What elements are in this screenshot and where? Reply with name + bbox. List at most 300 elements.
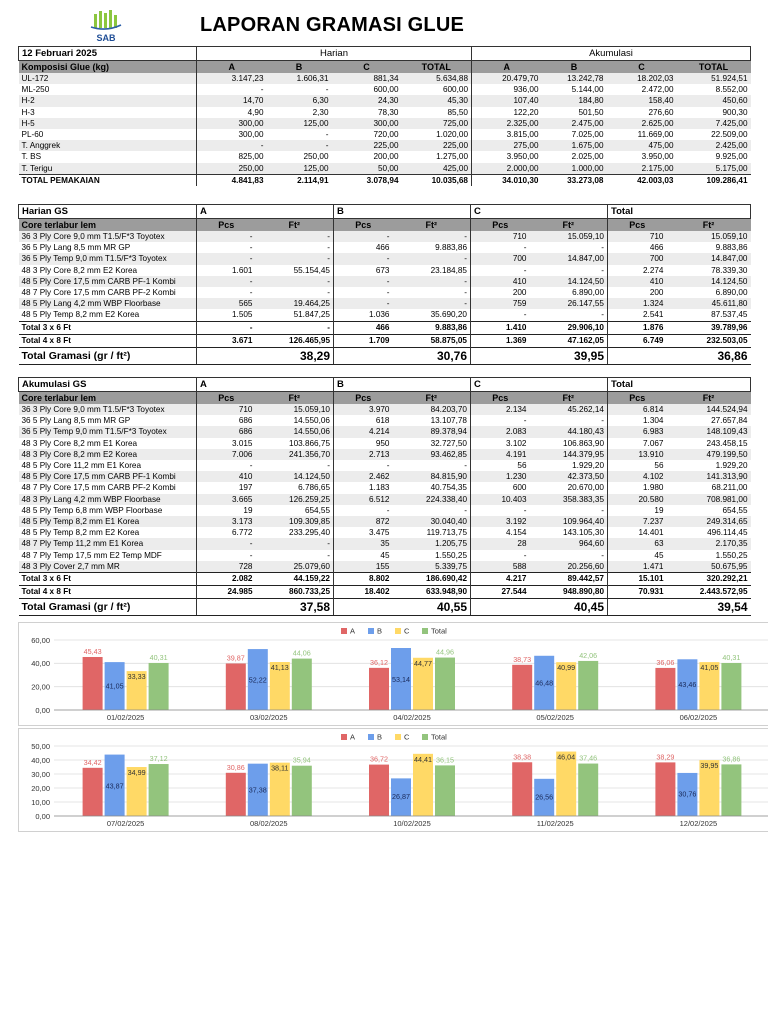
cell-value: 358.383,35 [530, 494, 608, 505]
cell-value: 6.749 [608, 334, 667, 347]
cell-value: 1.550,25 [715, 550, 748, 560]
legend-swatch [422, 628, 428, 634]
cell-value: 588 [471, 561, 530, 573]
data-label: 38,73 [513, 654, 532, 664]
cell-value: 47.162,05 [530, 334, 608, 347]
cell-value: 22.509,00 [711, 130, 748, 140]
cell-value: 496.114,45 [707, 528, 748, 538]
subtotal-row [19, 321, 751, 334]
y-tick-label: 20,00 [31, 783, 50, 793]
cell-value: 1.230 [471, 471, 530, 482]
cell-value: - [471, 265, 530, 276]
column-header: Pcs [197, 219, 256, 232]
column-header: Ft² [256, 392, 334, 405]
cell-value: 6.786,65 [298, 483, 330, 493]
bar-a [655, 668, 675, 710]
cell-value: 51.924,51 [677, 73, 751, 84]
cell-value: 56 [608, 460, 667, 471]
data-label: 40,31 [149, 652, 168, 662]
cell-value: 700 [471, 253, 530, 264]
x-tick-label: 05/02/2025 [536, 713, 574, 722]
cell-value: 249.314,65 [667, 516, 751, 527]
table-row [19, 287, 751, 298]
row-label: T. Anggrek [19, 140, 197, 151]
table-row [19, 253, 751, 264]
legend-label: B [377, 626, 383, 636]
cell-value: 13.910 [608, 449, 667, 460]
x-tick-label: 10/02/2025 [393, 819, 431, 828]
bar-total [721, 663, 741, 710]
cell-value: 20.670,00 [567, 483, 604, 493]
row-label: 36 3 Ply Core 9,0 mm T1.5/F*3 Toyotex [19, 231, 197, 242]
row-label: PL-60 [21, 130, 44, 140]
cell-value: 119.713,75 [426, 528, 467, 538]
column-header: Ft² [667, 219, 751, 232]
cell-value: 2.175,00 [607, 163, 677, 175]
cell-value: 9.925,00 [715, 152, 748, 162]
table-row [19, 298, 751, 309]
report-date: 12 Februari 2025 [19, 47, 197, 61]
cell-value: 13.242,78 [542, 73, 607, 84]
cell-value: 4.191 [471, 449, 530, 460]
cell-value: 39.789,96 [667, 321, 751, 334]
x-tick-label: 08/02/2025 [250, 819, 288, 828]
cell-value: 158,40 [607, 95, 677, 106]
total-value: 2.114,91 [267, 174, 332, 186]
cell-value: 42.373,50 [530, 471, 608, 482]
cell-value: 1.304 [608, 415, 667, 426]
legend-label: C [404, 626, 410, 636]
cell-value: - [464, 461, 467, 471]
cell-value: 3.192 [471, 516, 530, 527]
table-row [19, 438, 751, 449]
cell-value: 300,00 [197, 118, 267, 129]
cell-value: 24,30 [332, 95, 402, 106]
data-label: 33,33 [127, 672, 146, 682]
cell-value: 1.036 [334, 309, 393, 321]
cell-value: - [325, 130, 329, 140]
total-value: 34.010,30 [472, 174, 542, 186]
cell-value: 50.675,95 [667, 561, 751, 573]
cell-value: 2.625,00 [607, 118, 677, 129]
cell-value: - [197, 140, 267, 151]
cell-value: 633.948,90 [393, 586, 471, 599]
data-label: 39,87 [226, 653, 245, 663]
cell-value: 14.124,50 [256, 471, 334, 482]
cell-value: - [327, 288, 330, 298]
cell-value: - [256, 276, 334, 287]
column-header-core: Core terlabur lem [19, 392, 197, 405]
row-label: Total 3 x 6 Ft [19, 573, 197, 586]
cell-value: 6.814 [608, 404, 667, 415]
cell-value: 20.580 [608, 494, 667, 505]
legend-label: Total [431, 626, 447, 636]
gramasi-value-c: 39,95 [471, 347, 608, 364]
cell-value: 2.425,00 [677, 140, 751, 151]
cell-value: 6.772 [197, 527, 256, 538]
cell-value: - [334, 253, 393, 264]
table-row [19, 95, 751, 106]
gramasi-value-c: 40,45 [471, 599, 608, 616]
data-label: 26,56 [535, 792, 554, 802]
cell-value: 45.611,80 [667, 298, 751, 309]
column-header: Ft² [256, 219, 334, 232]
data-label: 44,06 [292, 648, 311, 658]
cell-value: 29.906,10 [530, 321, 608, 334]
cell-value: 56 [471, 460, 530, 471]
akumulasi-gs-table [18, 377, 751, 616]
cell-value: 50,00 [332, 163, 402, 175]
group-total: Total [608, 205, 751, 219]
cell-value: 51.847,25 [293, 310, 330, 320]
data-label: 36,86 [722, 754, 741, 764]
cell-value: 9.883,86 [715, 243, 748, 253]
group-c: C [471, 378, 608, 392]
cell-value: 654,55 [304, 505, 330, 515]
column-header-composition: Komposisi Glue (kg) [19, 61, 197, 74]
cell-value: 8.552,00 [715, 85, 748, 95]
page-title: LAPORAN GRAMASI GLUE [200, 14, 464, 36]
cell-value: 126.259,25 [256, 494, 334, 505]
cell-value: - [334, 460, 393, 471]
data-label: 52,22 [248, 675, 267, 685]
bar-a [83, 768, 103, 816]
cell-value: - [393, 231, 471, 242]
table-row [19, 460, 751, 471]
cell-value: 250,00 [197, 163, 267, 175]
table-row [19, 482, 751, 493]
cell-value: 6.890,00 [572, 288, 604, 298]
row-label: 36 5 Ply Lang 8,5 mm MR GP [21, 416, 131, 426]
cell-value: 2.462 [334, 471, 393, 482]
cell-value: 964,60 [530, 538, 608, 549]
column-header: Pcs [608, 392, 667, 405]
table-row [19, 516, 751, 527]
cell-value: 45.262,14 [530, 404, 608, 415]
bar-total [435, 765, 455, 816]
cell-value: 55.154,45 [293, 265, 330, 275]
row-label: 48 7 Ply Temp 17,5 mm E2 Temp MDF [21, 550, 162, 560]
bar-a [369, 765, 389, 816]
data-label: 38,38 [513, 752, 532, 762]
gramasi-value-a: 37,58 [197, 599, 334, 616]
cell-value: 32.727,50 [430, 438, 467, 448]
cell-value: - [256, 538, 334, 549]
cell-value: 125,00 [267, 163, 332, 175]
table-row [19, 538, 751, 549]
gramasi-bar-chart-2 [18, 728, 768, 832]
row-label: 48 5 Ply Temp 6,8 mm WBP Floorbase [21, 505, 163, 515]
cell-value: 3.147,23 [197, 73, 267, 84]
cell-value: 197 [197, 482, 256, 493]
column-header: A [472, 61, 542, 74]
cell-value: 1.410 [471, 321, 530, 334]
cell-value: 84.203,70 [393, 404, 471, 415]
cell-value: 2.443.572,95 [667, 586, 751, 599]
legend-label: A [350, 732, 356, 742]
cell-value: 45 [608, 550, 667, 561]
cell-value: 2.082 [197, 573, 256, 586]
table-row [19, 84, 751, 95]
cell-value: 479.199,50 [667, 449, 751, 460]
legend-swatch [368, 628, 374, 634]
cell-value: 89.378,94 [393, 426, 471, 437]
cell-value: 103.866,75 [289, 438, 330, 448]
cell-value: 44.159,22 [256, 573, 334, 586]
data-label: 42,06 [579, 650, 598, 660]
cell-value: 1.324 [608, 298, 667, 309]
data-label: 43,46 [678, 680, 697, 690]
column-header: TOTAL [677, 61, 751, 74]
total-value: 42.003,03 [607, 174, 677, 186]
data-label: 30,76 [678, 789, 697, 799]
cell-value: 14.124,50 [530, 276, 608, 287]
cell-value: 200 [471, 287, 530, 298]
legend-label: C [404, 732, 410, 742]
cell-value: 950 [334, 438, 393, 449]
y-tick-label: 0,00 [35, 705, 50, 715]
cell-value: 320.292,21 [667, 573, 751, 586]
data-label: 44,41 [414, 754, 432, 764]
gramasi-value-a: 38,29 [197, 347, 334, 364]
cell-value: - [471, 415, 530, 426]
cell-value: 1.369 [471, 334, 530, 347]
cell-value: - [471, 550, 530, 561]
bar-a [83, 657, 103, 710]
row-label: 48 3 Ply Core 8,2 mm E2 Korea [21, 265, 138, 275]
cell-value: - [197, 276, 256, 287]
total-value: 4.841,83 [197, 174, 267, 186]
cell-value: 225,00 [402, 140, 472, 151]
cell-value: 3.475 [334, 527, 393, 538]
table-row [19, 505, 751, 516]
cell-value: 2.541 [608, 309, 667, 321]
cell-value: 6.983 [608, 426, 667, 437]
row-label: T. BS [21, 152, 42, 162]
cell-value: 948.890,80 [530, 586, 608, 599]
y-tick-label: 30,00 [31, 769, 50, 779]
cell-value: 233.295,40 [289, 528, 330, 538]
company-logo [88, 10, 124, 44]
legend-label: B [377, 732, 383, 742]
gramasi-value-total: 36,86 [608, 347, 751, 364]
cell-value: - [325, 85, 329, 95]
cell-value: 300,00 [197, 129, 267, 140]
cell-value: 250,00 [303, 152, 329, 162]
cell-value: 1.675,00 [542, 140, 607, 151]
cell-value: 3.950,00 [472, 151, 542, 162]
y-tick-label: 20,00 [31, 682, 50, 692]
y-tick-label: 60,00 [31, 635, 50, 645]
group-a: A [197, 378, 334, 392]
table-row [19, 265, 751, 276]
cell-value: 19 [197, 505, 256, 516]
cell-value: 4,90 [197, 107, 267, 118]
cell-value: - [471, 505, 530, 516]
legend-swatch [395, 628, 401, 634]
table-row [19, 129, 751, 140]
row-label: 36 5 Ply Lang 8,5 mm MR GP [21, 243, 131, 253]
data-label: 39,95 [700, 761, 719, 771]
total-label: TOTAL PEMAKAIAN [19, 174, 197, 186]
cell-value: - [327, 243, 330, 253]
table-row [19, 527, 751, 538]
column-header: A [197, 61, 267, 74]
cell-value: - [601, 550, 604, 560]
cell-value: 1.020,00 [436, 130, 468, 140]
cell-value: 466 [334, 242, 393, 253]
cell-value: - [334, 276, 393, 287]
data-label: 36,72 [370, 754, 388, 764]
total-gramasi-label: Total Gramasi (gr / ft²) [19, 347, 197, 364]
row-label: 36 3 Ply Core 9,0 mm T1.5/F*3 Toyotex [19, 404, 197, 415]
total-value: 33.273,08 [542, 174, 607, 186]
table-row [19, 494, 751, 505]
cell-value: 7.006 [197, 449, 256, 460]
row-label: 48 3 Ply Lang 4,2 mm WBP Floorbase [19, 494, 197, 505]
legend-swatch [395, 734, 401, 740]
cell-value: 45 [334, 550, 393, 561]
x-tick-label: 01/02/2025 [106, 713, 145, 722]
cell-value: 20.256,60 [530, 561, 608, 573]
cell-value: 7.237 [608, 516, 667, 527]
row-label: 48 5 Ply Lang 4,2 mm WBP Floorbase [19, 298, 197, 309]
cell-value: 3.671 [197, 334, 256, 347]
cell-value: - [256, 253, 334, 264]
cell-value: 2.472,00 [641, 85, 674, 95]
cell-value: 2,30 [312, 107, 329, 117]
cell-value: 466 [608, 242, 667, 253]
cell-value: 1.929,20 [572, 461, 604, 471]
group-b: B [334, 205, 471, 219]
cell-value: 13.107,78 [430, 416, 467, 426]
cell-value: 3.970 [334, 404, 393, 415]
cell-value: 3.102 [471, 438, 530, 449]
cell-value: 109.964,40 [530, 516, 608, 527]
cell-value: 673 [334, 265, 393, 276]
cell-value: 686 [197, 415, 256, 426]
cell-value: 6.890,00 [715, 288, 748, 298]
bar-a [369, 668, 389, 710]
table-row [19, 73, 751, 84]
total-gramasi-label: Total Gramasi (gr / ft²) [19, 599, 197, 616]
data-label: 36,12 [370, 657, 388, 667]
table-row [19, 550, 751, 561]
table-row [19, 415, 751, 426]
cell-value: 686 [197, 426, 256, 437]
cell-value: 186.690,42 [393, 573, 471, 586]
data-label: 45,43 [83, 646, 102, 656]
y-tick-label: 40,00 [31, 755, 50, 765]
cell-value: 9.883,86 [393, 321, 471, 334]
cell-value: 2.713 [334, 449, 393, 460]
bar-a [655, 762, 675, 816]
cell-value: 15.059,10 [530, 231, 608, 242]
row-label: H-5 [19, 118, 197, 129]
cell-value: 425,00 [402, 163, 472, 175]
column-header: Ft² [530, 219, 608, 232]
cell-value: 70.931 [608, 586, 667, 599]
cell-value: 3.665 [197, 494, 256, 505]
bar-total [578, 764, 598, 816]
cell-value: 1.929,20 [715, 461, 748, 471]
cell-value: 232.503,05 [667, 334, 751, 347]
group-a: A [197, 205, 334, 219]
cell-value: 565 [197, 298, 256, 309]
data-label: 36,15 [436, 755, 454, 765]
data-label: 37,38 [248, 785, 267, 795]
cell-value: - [197, 84, 267, 95]
legend-swatch [341, 734, 347, 740]
table-row [19, 231, 751, 242]
column-header: Pcs [334, 392, 393, 405]
cell-value: - [393, 298, 471, 309]
cell-value: 7.025,00 [571, 130, 604, 140]
cell-value: 35 [334, 538, 393, 549]
cell-value: 93.462,85 [393, 449, 471, 460]
table-row [19, 404, 751, 415]
bar-total [721, 764, 741, 816]
cell-value: 200 [608, 287, 667, 298]
x-tick-label: 06/02/2025 [679, 713, 718, 722]
cell-value: - [601, 265, 604, 275]
cell-value: 78,30 [378, 107, 399, 117]
cell-value: 1.709 [334, 334, 393, 347]
column-header: Ft² [393, 392, 471, 405]
cell-value: 2.170,35 [667, 538, 751, 549]
cell-value: 2.134 [471, 404, 530, 415]
cell-value: 27.657,84 [711, 416, 748, 426]
cell-value: 860.733,25 [256, 586, 334, 599]
cell-value: 126.465,95 [256, 334, 334, 347]
group-akumulasi: Akumulasi [472, 47, 751, 61]
cell-value: - [601, 243, 604, 253]
data-label: 44,96 [436, 647, 454, 657]
cell-value: 710 [608, 231, 667, 242]
gramasi-value-b: 30,76 [334, 347, 471, 364]
cell-value: 654,55 [722, 505, 748, 515]
cell-value: - [334, 231, 393, 242]
cell-value: - [334, 505, 393, 516]
cell-value: 148.109,43 [667, 426, 751, 437]
cell-value: 224.338,40 [393, 494, 471, 505]
cell-value: - [464, 288, 467, 298]
cell-value: 109.309,85 [256, 516, 334, 527]
cell-value: 15.059,10 [667, 231, 751, 242]
cell-value: 45,30 [402, 95, 472, 106]
cell-value: - [267, 140, 332, 151]
cell-value: 143.105,30 [563, 528, 604, 538]
cell-value: 2.025,00 [571, 152, 604, 162]
bar-total [149, 764, 169, 816]
row-label: UL-172 [19, 73, 197, 84]
row-label: Total 4 x 8 Ft [19, 586, 197, 599]
group-total: Total [608, 378, 751, 392]
cell-value: 144.379,95 [530, 449, 608, 460]
cell-value: 2.325,00 [472, 118, 542, 129]
cell-value: 4.214 [334, 426, 393, 437]
row-label: 48 5 Ply Temp 8,2 mm E2 Korea [21, 310, 140, 320]
subtotal-row [19, 586, 751, 599]
cell-value: 700 [608, 253, 667, 264]
row-label: Total 3 x 6 Ft [19, 321, 197, 334]
cell-value: 14.124,50 [667, 276, 751, 287]
cell-value: 936,00 [472, 84, 542, 95]
cell-value: 9.883,86 [435, 243, 467, 253]
cell-value: 19.464,25 [256, 298, 334, 309]
cell-value: - [393, 276, 471, 287]
cell-value: - [601, 416, 604, 426]
